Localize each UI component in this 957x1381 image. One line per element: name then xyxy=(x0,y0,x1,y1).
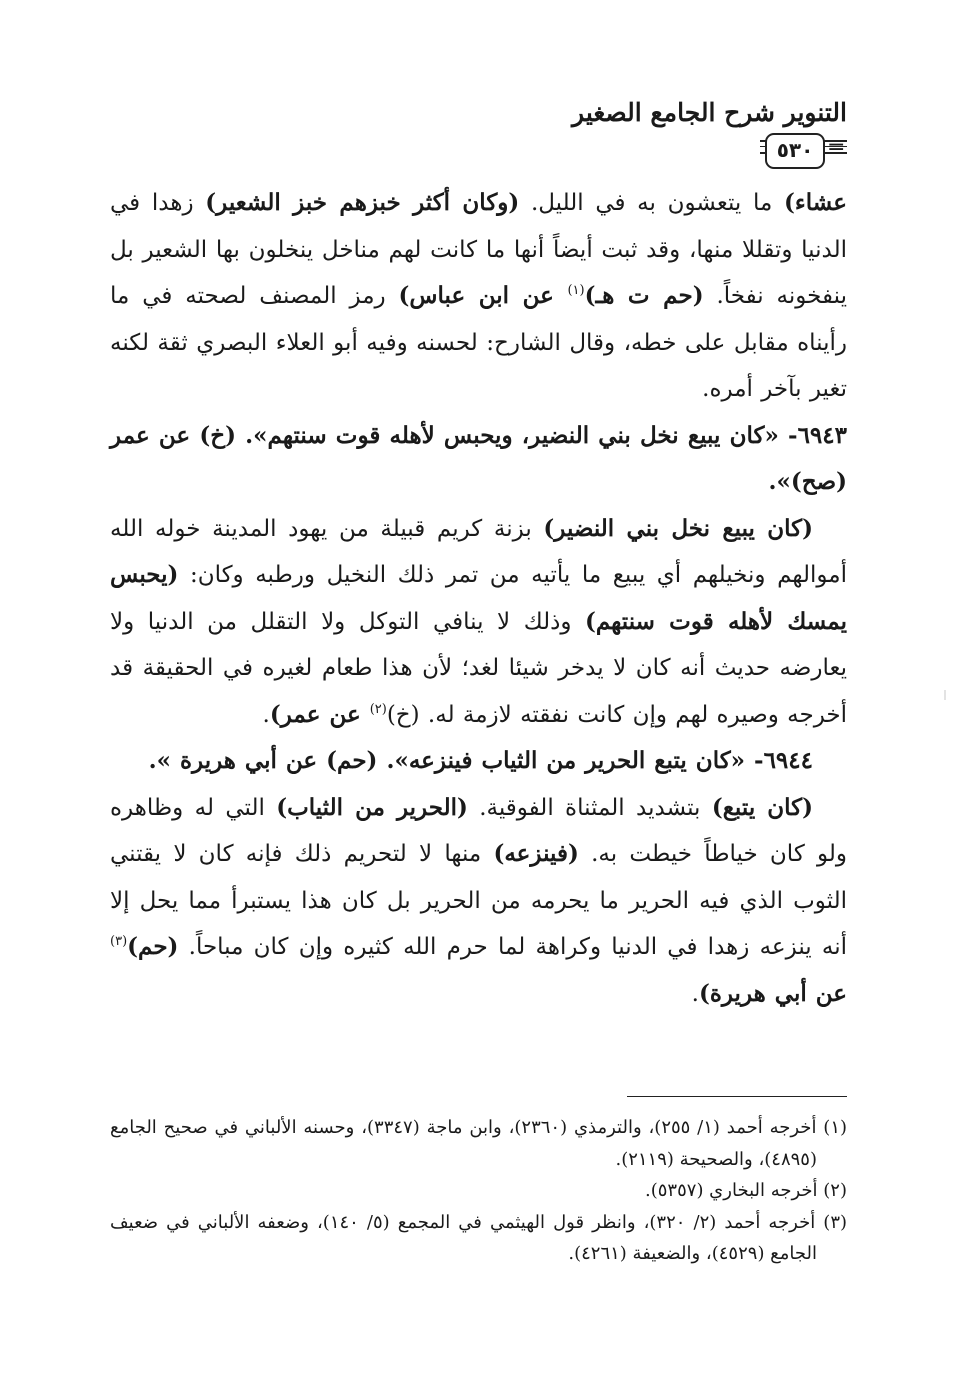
text-run: ما يتعشون به في الليل. xyxy=(519,190,785,216)
bold-phrase: عشاء) xyxy=(784,189,847,216)
footnotes xyxy=(110,1112,847,1270)
footnote-marker: (١) xyxy=(567,283,585,298)
text-run: رمز المصنف لصحته في ما رأيناه مقابل على خطه، وقال الشارح: لحسنه وفيه أبو العلاء البصري ثقة لكنه تغير بآخر أمره. xyxy=(110,283,847,402)
bold-phrase: (كان يبيع نخل بني النضير) xyxy=(543,514,813,542)
bold-phrase: (وكان أكثر خبزهم خبز الشعير) xyxy=(205,189,520,216)
hadith-6943 xyxy=(110,413,847,506)
footnote-3: (٣) أخرجه أحمد (٢/ ٣٢٠)، وانظر قول الهيثمي في المجمع (٥/ ١٤٠)، وضعفه الألباني في ضعيف الجامع (٤٥٢٩)، والضعيفة (٤٢٦١). xyxy=(110,1211,848,1264)
narrator: عن أبي هريرة) xyxy=(698,979,847,1007)
text-run: . xyxy=(262,701,270,728)
page-number: ٥٣٠ xyxy=(765,133,825,169)
narrator: عن عمر) xyxy=(269,700,370,728)
footnote-1: (١) أخرجه أحمد (١/ ٢٥٥)، والترمذي (٢٣٦٠)، وابن ماجة (٣٣٤٧)، وحسنه الألباني في صحيح الجامع (٤٨٩٥)، والصحيحة (٢١١٩). xyxy=(110,1117,848,1170)
narrator: عن ابن عباس) xyxy=(398,282,568,309)
paragraph-commentary-3 xyxy=(110,785,847,1018)
text-run: زهدا في الدنيا وتقللا منها، وقد ثبت أيضاً أنها ما كانت لهم مناخل ينخلون بها الشعير بل ينفخونه نفخاً. xyxy=(110,190,847,309)
bold-phrase: (فينزعه) xyxy=(493,840,579,867)
running-title: التنوير شرح الجامع الصغير xyxy=(572,98,847,127)
hadith-text: ٦٩٤٤- «كان يتبع الحرير من الثياب فينزعه». (حم) عن أبي هريرة ». xyxy=(148,747,813,774)
footnote-marker: (٢) xyxy=(369,701,387,717)
text-run: التي له وظاهره ولو كان خياطاً خيطت به. xyxy=(110,794,847,867)
paragraph-commentary-2 xyxy=(110,506,847,739)
text-run: . xyxy=(691,980,699,1007)
footnote-2: (٢) أخرجه البخاري (٥٣٥٧). xyxy=(645,1180,847,1201)
body-text xyxy=(110,180,847,1017)
bold-phrase: (يحبس يمسك لأهله قوت سنتهم) xyxy=(110,561,847,635)
footnote-separator xyxy=(627,1096,847,1097)
text-run: وذلك لا ينافي التوكل ولا التقلل من الدنيا ولا يعارضه حديث أنه كان لا يدخر شيئا لغد؛ لأن هذا طعام لغيره في الحقيقة قد أخرجه وصيره لهم وإن كانت نفقته لازمة له. (خ) xyxy=(110,608,847,728)
bold-phrase: (الحرير من الثياب) xyxy=(276,793,468,821)
bold-phrase: (كان يتبع) xyxy=(711,793,813,821)
source-code: (حم ت هـ) xyxy=(584,282,704,309)
hadith-text: ٦٩٤٣- «كان يبيع نخل بني النضير، ويحبس لأهله قوت سنتهم». (خ) عن عمر (صح)». xyxy=(110,421,847,495)
paragraph-commentary-1 xyxy=(110,180,847,413)
page-number-ornament: = xyxy=(827,135,846,160)
source-code: (حم) xyxy=(127,933,179,960)
text-run: بزنة كريم قبيلة من يهود المدينة خوله الله أموالهم ونخيلهم أي يبيع ما يأتيه من تمر ذلك النخيل ورطبه وكان: xyxy=(110,515,847,588)
hadith-6944 xyxy=(110,738,847,785)
footnote-marker: (٣) xyxy=(110,934,128,949)
scan-mark xyxy=(944,690,946,700)
text-run: بتشديد المثناة الفوقية. xyxy=(467,794,712,821)
text-run: منها لا لتحريم ذلك فإنه كان لا يقتني الثوب الذي فيه الحرير ما يحرمه من الحرير بل كان هذا يستبرأ مما يحل إلا أنه ينزعه زهدا في الدنيا وكراهة لما حرم الله كثيره وإن كان مباحاً. xyxy=(110,841,847,960)
